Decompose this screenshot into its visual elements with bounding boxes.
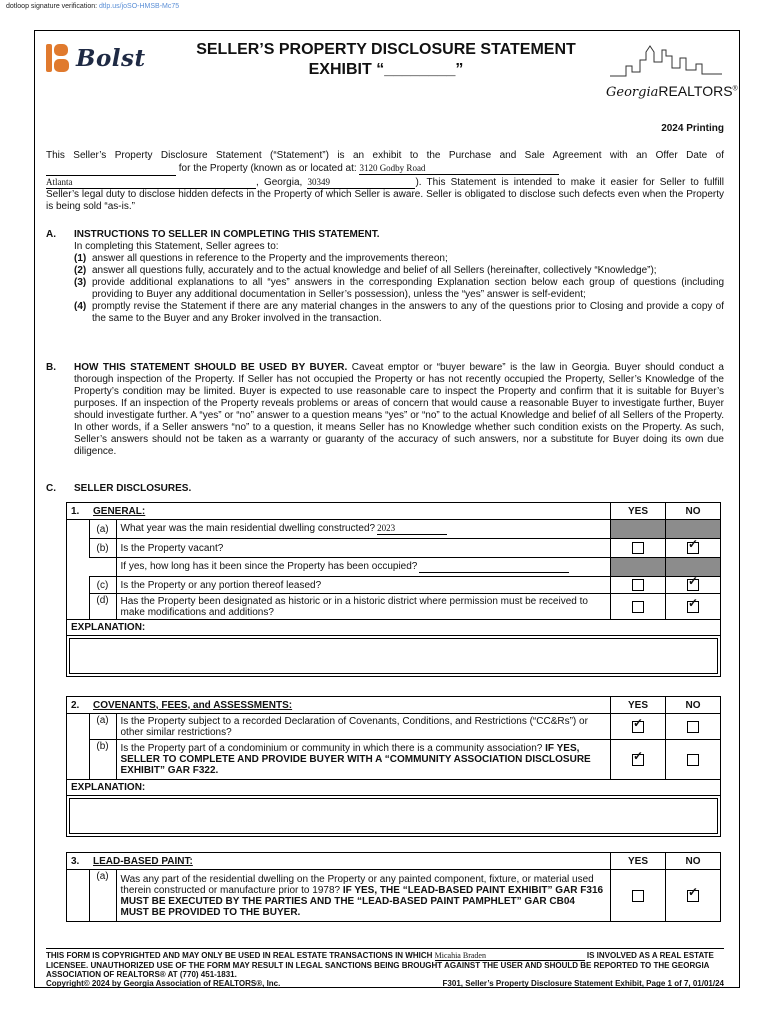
question-label: (a)	[89, 520, 116, 539]
yes-header: YES	[611, 853, 666, 870]
vacant-yes-checkbox[interactable]	[632, 542, 644, 554]
question-label: (a)	[89, 870, 116, 922]
section-a-item: (3) provide additional explanations to all “yes” answers in the corresponding Explanation section below each group of questions (including providing to Buyer any additional documentation in Seller’s possession), unless the “yes” answer is self-evident;	[74, 277, 724, 300]
verification-link[interactable]: dtlp.us/joSO-HMSB-Mc75	[99, 3, 180, 10]
general-table	[66, 502, 721, 677]
section-c-letter: C.	[46, 483, 56, 494]
lead-question-a: Was any part of the residential dwelling on the Property or any painted component, fixture, or material used therein constructed or manufacture prior to 1978? IF YES, THE “LEAD-BASED PAINT EXHIBIT” GAR F316 MUST BE EXECUTED BY THE PARTIES AND THE “LEAD-BASED PAINT PAMPHLET” GAR CB04 MUST BE PROVIDED TO THE BUYER.	[116, 870, 611, 922]
footer-notice: THIS FORM IS COPYRIGHTED AND MAY ONLY BE USED IN REAL ESTATE TRANSACTIONS IN WHICH Micahia Braden IS INVOLVED AS A REAL ESTATE LICENSEE. UNAUTHORIZED USE OF THE FORM MAY RESULT IN LEGAL SANCTIONS BEING BROUGHT AGAINST THE USER AND SHOULD BE REPORTED TO THE GEORGIA ASSOCIATION OF REALTORS® AT (770) 451-1831.	[46, 951, 714, 979]
general-question-a: What year was the main residential dwelling constructed? 2023	[116, 520, 611, 539]
intro-text-2: for the Property (known as or located at:	[178, 163, 357, 174]
occupied-duration-field[interactable]	[419, 561, 569, 573]
section-b	[46, 362, 724, 458]
bolst-logo-icon	[46, 44, 70, 72]
section-c-title: SELLER DISCLOSURES.	[74, 483, 192, 494]
yes-header: YES	[611, 697, 666, 714]
title-line-1: SELLER’S PROPERTY DISCLOSURE STATEMENT	[196, 41, 576, 58]
question-label: (b)	[89, 539, 116, 558]
question-label: (a)	[89, 714, 116, 740]
gar-italic: Georgia	[606, 85, 659, 100]
lead-paint-table	[66, 852, 721, 922]
disabled-cell	[611, 558, 666, 577]
section-b-text: Caveat emptor or “buyer beware” is the law in Georgia. Buyer should conduct a thorough inspection of the Property. If Seller has not occupied the Property or has not recently occupied the Property, Seller’s Knowledge of the Property’s condition may be limited. Buyer is expected to use reasonable care to inspect the Property and confirm that it is suitable for Buyer’s purposes. If an inspection of the Property reveals problems or areas of concern that would cause a reasonable Buyer to investigate further, Buyer should investigate further. A “yes” or “no” answer to a question means “yes” or “no” to the actual Knowledge and belief of all Sellers of the Property. In other words, if a Seller answers “no” to a question, it means Seller has no Knowledge whether such condition exists on the Property. As such, Seller’s answers should not be taken as a warranty or guaranty of the accuracy of such answers, nor a substitute for Buyer doing its own due diligence.	[74, 362, 724, 457]
vacant-no-checkbox[interactable]	[687, 542, 699, 554]
zip-field[interactable]: 30349	[307, 176, 415, 189]
covenants-question-a: Is the Property subject to a recorded Declaration of Covenants, Conditions, and Restrictions (“CC&Rs”) or other similar restrictions?	[116, 714, 611, 740]
printing-year: 2024 Printing	[661, 123, 724, 134]
question-label: (d)	[89, 594, 116, 620]
title-line-2: EXHIBIT “________”	[308, 61, 464, 78]
disabled-cell	[666, 520, 721, 539]
question-label: (c)	[89, 577, 116, 594]
disabled-cell	[611, 520, 666, 539]
section-b-title: HOW THIS STATEMENT SHOULD BE USED BY BUYER.	[74, 362, 348, 373]
licensee-name: Micahia Braden	[435, 951, 585, 961]
general-question-b: Is the Property vacant?	[116, 539, 611, 558]
address-field[interactable]: 3120 Godby Road	[359, 162, 559, 175]
lead-yes-checkbox[interactable]	[632, 890, 644, 902]
year-built-field[interactable]: 2023	[377, 523, 447, 535]
ccr-yes-checkbox[interactable]	[632, 721, 644, 733]
general-question-c: Is the Property or any portion thereof leased?	[116, 577, 611, 594]
association-yes-checkbox[interactable]	[632, 754, 644, 766]
covenants-explanation-field[interactable]	[69, 798, 718, 834]
general-title: GENERAL:	[89, 503, 611, 520]
intro-text-4: ). This Statement is intended to make it easier for Seller to fulfill Seller’s legal duty to disclose hidden defects in the Property of which Seller is aware. Seller is obligated to disclose such defects even when the Property is being sold “as-is.”	[46, 177, 724, 212]
section-a-item: (2) answer all questions fully, accurately and to the actual knowledge and belief of all Sellers (hereinafter, collectively “Knowledge”);	[74, 265, 657, 276]
section-a	[46, 229, 724, 325]
section-a-lead: In completing this Statement, Seller agrees to:	[74, 241, 279, 252]
section-c	[46, 483, 724, 495]
city-field[interactable]: Atlanta	[46, 176, 256, 189]
dotloop-verification	[6, 3, 179, 10]
explanation-label: EXPLANATION:	[67, 780, 721, 796]
general-question-b-sub: If yes, how long has it been since the Property has been occupied?	[116, 558, 611, 577]
intro-text-3: , Georgia,	[256, 177, 303, 188]
footer-copyright: Copyright© 2024 by Georgia Association of REALTORS®, Inc.	[46, 979, 281, 988]
intro-paragraph	[46, 150, 724, 213]
gar-rest: REALTORS	[658, 83, 733, 99]
no-header: NO	[666, 697, 721, 714]
footer-form-id: F301, Seller’s Property Disclosure Statement Exhibit, Page 1 of 7, 01/01/24	[442, 979, 724, 988]
gar-reg: ®	[732, 85, 738, 93]
ccr-no-checkbox[interactable]	[687, 721, 699, 733]
explanation-label: EXPLANATION:	[67, 620, 721, 636]
covenants-title: COVENANTS, FEES, and ASSESSMENTS:	[89, 697, 611, 714]
leased-no-checkbox[interactable]	[687, 579, 699, 591]
form-title	[150, 40, 622, 80]
leased-yes-checkbox[interactable]	[632, 579, 644, 591]
general-question-d: Has the Property been designated as historic or in a historic district where permission must be received to make modifications and additions?	[116, 594, 611, 620]
no-header: NO	[666, 853, 721, 870]
general-num: 1.	[67, 503, 90, 520]
section-a-item: (4) promptly revise the Statement if there are any material changes in the answers to any of the questions prior to Closing and provide a copy of the same to the Buyer and any Broker involved in the transaction.	[74, 301, 724, 324]
covenants-question-b: Is the Property part of a condominium or community in which there is a community association? IF YES, SELLER TO COMPLETE AND PROVIDE BUYER WITH A “COMMUNITY ASSOCIATION DISCLOSURE EXHIBIT” GAR F322.	[116, 740, 611, 780]
verification-label: dotloop signature verification:	[6, 3, 98, 10]
historic-no-checkbox[interactable]	[687, 601, 699, 613]
skyline-icon	[606, 42, 726, 78]
lead-no-checkbox[interactable]	[687, 890, 699, 902]
footer	[46, 948, 724, 988]
yes-header: YES	[611, 503, 666, 520]
covenants-table	[66, 696, 721, 837]
section-b-letter: B.	[46, 362, 56, 373]
question-label: (b)	[89, 740, 116, 780]
georgia-realtors-text	[606, 83, 738, 100]
bolst-logo	[46, 44, 146, 72]
lead-title: LEAD-BASED PAINT:	[89, 853, 611, 870]
section-a-letter: A.	[46, 229, 56, 240]
intro-text-1: This Seller’s Property Disclosure Statement (“Statement”) is an exhibit to the Purchase and Sale Agreement with an Offer Date of	[46, 150, 724, 161]
section-a-item: (1) answer all questions in reference to the Property and the improvements thereon;	[74, 253, 448, 264]
georgia-realtors-logo	[606, 42, 738, 100]
footer-last-line	[46, 979, 724, 988]
covenants-num: 2.	[67, 697, 90, 714]
general-explanation-field[interactable]	[69, 638, 718, 674]
association-no-checkbox[interactable]	[687, 754, 699, 766]
historic-yes-checkbox[interactable]	[632, 601, 644, 613]
lead-num: 3.	[67, 853, 90, 870]
bolst-logo-text: Bolst	[76, 44, 146, 72]
no-header: NO	[666, 503, 721, 520]
section-a-title: INSTRUCTIONS TO SELLER IN COMPLETING THIS STATEMENT.	[74, 229, 380, 240]
